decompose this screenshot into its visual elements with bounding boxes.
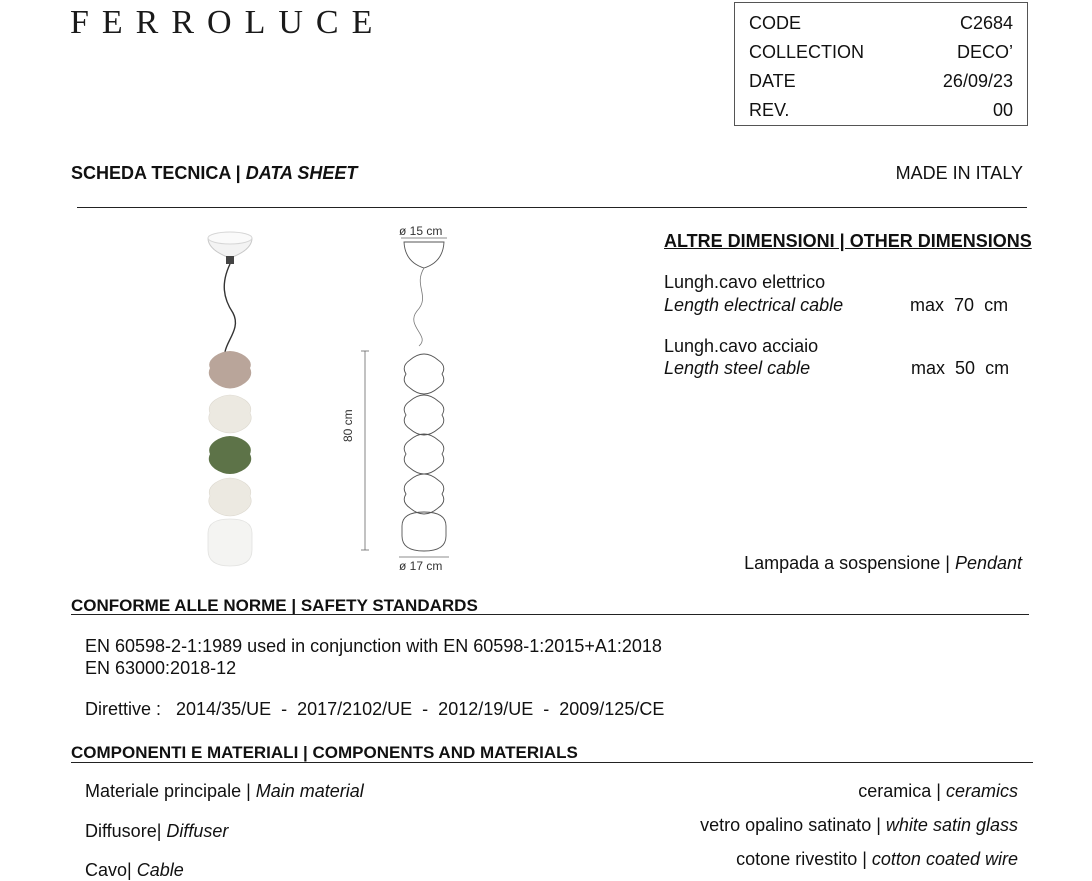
datasheet-title-en: DATA SHEET	[245, 163, 358, 183]
component-value-en: cotton coated wire	[871, 849, 1018, 869]
dim-electrical-cable-label-en: Length electrical cable	[664, 295, 844, 315]
lamp-type	[744, 553, 1022, 574]
dim-max: max	[910, 295, 945, 315]
component-value-it: ceramica |	[858, 781, 946, 801]
component-name-main-material	[85, 781, 364, 802]
top-diameter-label: ø 15 cm	[399, 224, 443, 238]
component-name-it: Diffusore|	[85, 821, 167, 841]
info-row-rev	[749, 96, 1013, 125]
safety-divider	[71, 614, 1029, 615]
canopy-top	[208, 232, 252, 244]
safety-standards-title: CONFORME ALLE NORME | SAFETY STANDARDS	[71, 596, 478, 615]
component-name-en: Diffuser	[166, 821, 229, 841]
product-info-box	[734, 2, 1028, 126]
lamp-type-en: Pendant	[954, 553, 1022, 573]
safety-directives: Direttive : 2014/35/UE - 2017/2102/UE - 2012/19/UE - 2009/125/CE	[85, 699, 665, 719]
dim-steel-cable-value	[911, 358, 1009, 379]
module-taupe	[209, 351, 251, 389]
info-label: DATE	[749, 71, 796, 91]
component-name-cable	[85, 860, 184, 881]
dim-electrical-cable-label-it: Lungh.cavo elettrico	[664, 272, 826, 292]
technical-drawing	[355, 236, 465, 576]
info-value: 00	[992, 100, 1013, 120]
component-name-en: Cable	[136, 860, 184, 880]
cable-line	[224, 264, 235, 352]
component-value-en: ceramics	[945, 781, 1018, 801]
safety-standard-line-2: EN 63000:2018-12	[85, 658, 237, 678]
component-name-diffuser	[85, 821, 228, 842]
glass-globe	[208, 519, 252, 566]
components-divider	[71, 762, 1033, 763]
drawing-module-2	[404, 395, 444, 435]
info-label: COLLECTION	[749, 42, 865, 62]
drawing-globe	[402, 512, 446, 551]
component-value-main-material	[858, 781, 1018, 802]
info-row-code	[749, 9, 1013, 38]
info-row-date	[749, 67, 1013, 96]
component-value-cable	[736, 849, 1018, 870]
module-green	[209, 436, 251, 474]
drawing-module-3	[404, 434, 444, 474]
drawing-cable	[414, 268, 424, 346]
info-row-collection	[749, 38, 1013, 67]
component-name-en: Main material	[255, 781, 364, 801]
dim-value: 70	[954, 295, 975, 315]
made-in-label: MADE IN ITALY	[895, 163, 1023, 183]
info-label: CODE	[749, 13, 802, 33]
bottom-diameter-label: ø 17 cm	[399, 559, 443, 573]
dim-value: 50	[955, 358, 976, 378]
other-dimensions-title: ALTRE DIMENSIONI | OTHER DIMENSIONS	[664, 231, 1032, 251]
lamp-type-it: Lampada a sospensione |	[744, 553, 955, 573]
component-name-it: Cavo|	[85, 860, 137, 880]
dim-steel-cable-label-it: Lungh.cavo acciaio	[664, 336, 819, 356]
info-value: 26/09/23	[942, 71, 1013, 91]
datasheet-title	[71, 163, 357, 184]
dim-electrical-cable-value	[910, 295, 1008, 316]
canopy-stem	[226, 256, 234, 264]
height-label: 80 cm	[341, 409, 355, 442]
header-divider	[77, 207, 1027, 208]
component-value-it: vetro opalino satinato |	[700, 815, 886, 835]
component-name-it: Materiale principale |	[85, 781, 256, 801]
product-photo	[195, 228, 265, 573]
dim-unit: cm	[984, 295, 1009, 315]
dim-unit: cm	[985, 358, 1010, 378]
drawing-module-1	[404, 354, 444, 394]
component-value-it: cotone rivestito |	[736, 849, 872, 869]
module-cream-1	[209, 395, 251, 433]
brand-logo: FERROLUCE	[70, 4, 386, 41]
component-value-en: white satin glass	[885, 815, 1018, 835]
info-value: C2684	[959, 13, 1013, 33]
module-cream-2	[209, 478, 251, 516]
safety-standard-line-1: EN 60598-2-1:1989 used in conjunction with EN 60598-1:2015+A1:2018	[85, 636, 662, 656]
info-value: DECO’	[956, 42, 1013, 62]
drawing-module-4	[404, 474, 444, 514]
components-title: COMPONENTI E MATERIALI | COMPONENTS AND MATERIALS	[71, 743, 578, 762]
component-value-diffuser	[700, 815, 1018, 836]
dim-steel-cable-label-en: Length steel cable	[664, 358, 811, 378]
datasheet-title-it: SCHEDA TECNICA |	[71, 163, 246, 183]
dim-max: max	[911, 358, 946, 378]
info-label: REV.	[749, 100, 790, 120]
drawing-canopy	[404, 242, 444, 268]
